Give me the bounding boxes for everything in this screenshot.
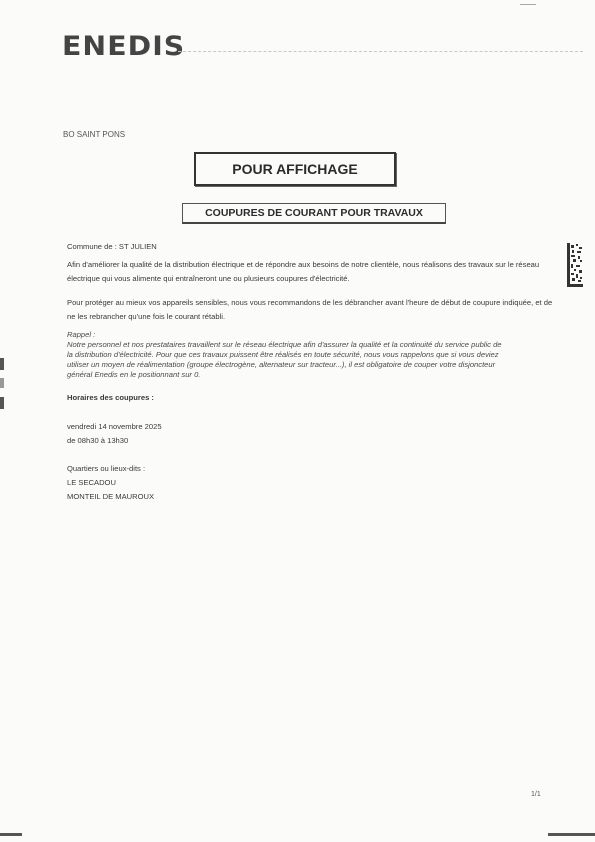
notice-subtitle: COUPURES DE COURANT POUR TRAVAUX [205,207,423,219]
notice-subtitle-box [182,203,446,224]
page-number: 1/1 [531,791,541,798]
commune-label: Commune de : ST JULIEN [67,242,157,251]
reminder-label: Rappel : [67,330,96,339]
scan-edge-mark [548,833,595,836]
enedis-logo: ENEDIS [62,31,186,62]
outage-date: vendredi 14 novembre 2025 [67,422,162,431]
reminder-block [67,330,507,380]
scan-edge-mark [0,378,4,388]
scan-mark [520,4,536,5]
agency-name: BO SAINT PONS [63,130,126,139]
outage-time: de 08h30 à 13h30 [67,436,129,445]
reminder-text: Notre personnel et nos prestataires travaillent sur le réseau électrique afin d'assurer la qualité et la continuité du service public de la distribution d'électricité. Pour que ces travaux puissent être réalisés en toute sécurité, nous vous rappelons que si vous deviez utiliser un moyen de réalimentation (groupe électrogène, alternateur sur tracteur...), il est obligatoire de couper votre disjoncteur général Enedis en le positionnant sur 0. [67,340,502,379]
intro-paragraph: Afin d'améliorer la qualité de la distribution électrique et de répondre aux besoins de notre clientèle, nous réalisons des travaux sur le réseau électrique qui vous alimente qui entraîneront une ou plusieurs coupures d'électricité. [67,260,540,283]
header-rule [178,51,583,52]
advice-paragraph: Pour protéger au mieux vos appareils sensibles, nous vous recommandons de les débrancher avant l'heure de début de coupure indiquée, et de ne les rebrancher qu'une fois le courant rétabli. [67,298,553,321]
scan-edge-mark [0,358,4,370]
hours-heading: Horaires des coupures : [67,393,154,402]
scan-edge-mark [0,397,4,409]
area-item: LE SECADOU [67,478,116,487]
notice-title: POUR AFFICHAGE [232,161,358,177]
scan-edge-mark [0,833,22,836]
areas-heading: Quartiers ou lieux-dits : [67,464,146,473]
notice-title-box [194,152,396,186]
datamatrix-code-icon [567,243,583,287]
area-item: MONTEIL DE MAUROUX [67,492,155,501]
